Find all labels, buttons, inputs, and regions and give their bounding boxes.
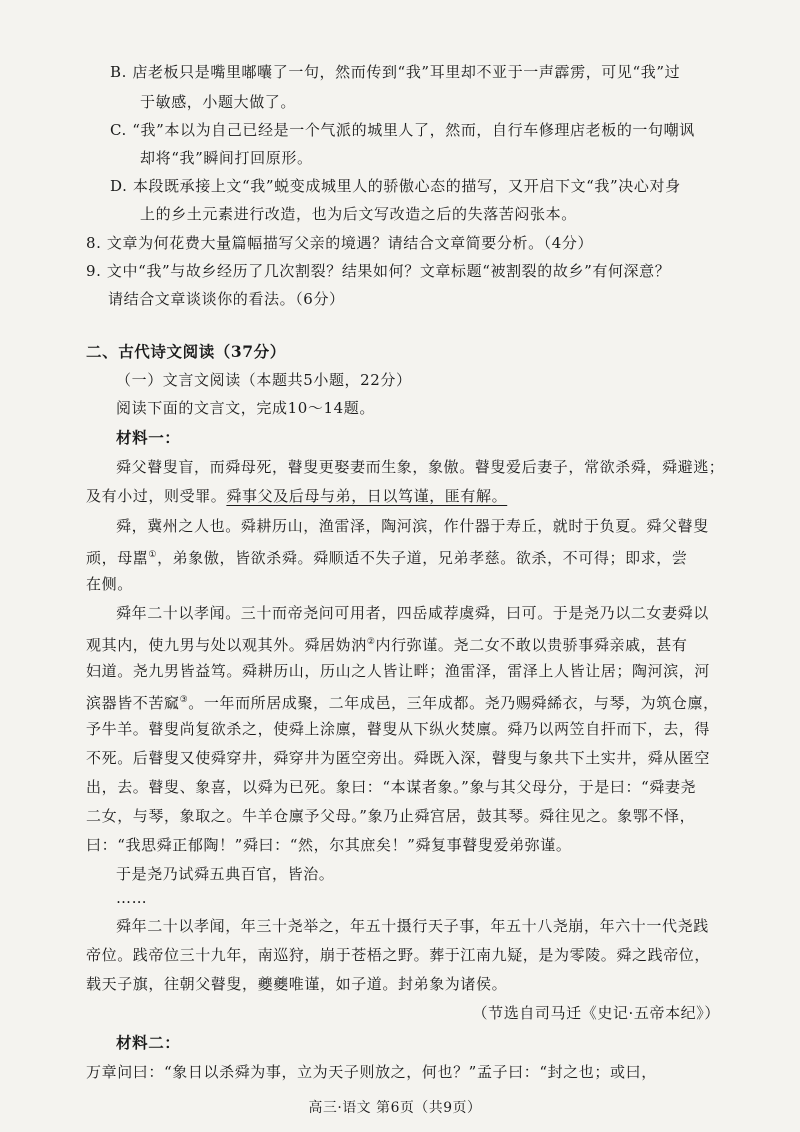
m1-p3-line7: 出，去。瞽叟、象喜，以舜为已死。象曰：“本谋者象。”象与其父母分，于是曰：“舜妻尧 <box>86 778 697 796</box>
material-2-label: 材料二： <box>116 1033 181 1052</box>
m1-p3-line9: 曰：“我思舜正郁陶！”舜曰：“然，尔其庶矣！”舜复事瞽叟爱弟弥谨。 <box>86 836 572 854</box>
m1-p2-line3: 在侧。 <box>86 575 133 593</box>
subsection-title: （一）文言文阅读（本题共5小题，22分） <box>116 371 412 389</box>
instruction: 阅读下面的文言文，完成10～14题。 <box>116 399 375 417</box>
option-c-line1: C. “我”本以为自己已经是一个气派的城里人了，然而，自行车修理店老板的一句嘲讽 <box>110 121 695 139</box>
question-8: 8. 文章为何花费大量篇幅描写父亲的境遇？请结合文章简要分析。（4分） <box>86 234 594 252</box>
m1-p2-text-b: ，弟象傲，皆欲杀舜。舜顺适不失子道，兄弟孝慈。欲杀，不可得；即求，尝 <box>157 549 688 567</box>
m1-p1-line1: 舜父瞽叟盲，而舜母死，瞽叟更娶妻而生象，象傲。瞽叟爱后妻子，常欲杀舜，舜避逃； <box>116 458 725 476</box>
m1-p5-line2: 帝位。践帝位三十九年，南巡狩，崩于苍梧之野。葬于江南九疑，是为零陵。舜之践帝位， <box>86 946 711 964</box>
m1-p3-text-a: 观其内，使九男与处以观其外。舜居妫汭 <box>86 636 367 654</box>
m1-p2-text-a: 顽，母嚚 <box>86 549 149 567</box>
m2-line1: 万章问曰：“象日以杀舜为事，立为天子则放之，何也？”孟子曰：“封之也；或曰， <box>86 1063 657 1081</box>
m1-p3-line8: 二女，与琴，象取之。牛羊仓廪予父母。”象乃止舜宫居，鼓其琴。舜往见之。象鄂不怿， <box>86 807 696 825</box>
m1-p1-text: 及有小过，则受罪。 <box>86 487 227 505</box>
m1-p3-text-b: 内行弥谨。尧二女不敢以贵骄事舜亲戚，甚有 <box>375 636 688 654</box>
m1-p3-line5: 予牛羊。瞽叟尚复欲杀之，使舜上涂廪，瞽叟从下纵火焚廪。舜乃以两笠自扞而下，去，得 <box>86 720 711 738</box>
option-b-line2: 于敏感，小题大做了。 <box>140 93 297 111</box>
option-c-line2: 却将“我”瞬间打回原形。 <box>140 149 313 167</box>
page-footer: 高三·语文 第6页（共9页） <box>308 1100 482 1116</box>
m1-p3-line6: 不死。后瞽叟又使舜穿井，舜穿井为匿空旁出。舜既入深，瞽叟与象共下土实井，舜从匿空 <box>86 749 711 767</box>
m1-p2-line1: 舜，冀州之人也。舜耕历山，渔雷泽，陶河滨，作什器于寿丘，就时于负夏。舜父瞽叟 <box>116 517 709 535</box>
question-9-line2: 请结合文章谈谈你的看法。（6分） <box>108 290 345 308</box>
m1-p3-line4 <box>86 690 719 713</box>
m1-p3-line3: 妇道。尧九男皆益笃。舜耕历山，历山之人皆让畔；渔雷泽，雷泽上人皆让居；陶河滨，河 <box>86 662 711 680</box>
material-1-label: 材料一： <box>116 428 181 447</box>
underlined-sentence: 舜事父及后母与弟，日以笃谨，匪有解。 <box>226 487 508 505</box>
m1-p5-line1: 舜年二十以孝闻，年三十尧举之，年五十摄行天子事，年五十八尧崩，年六十一代尧践 <box>116 917 709 935</box>
m1-p3-line2 <box>86 632 688 655</box>
footnote-marker-2: ② <box>366 637 376 647</box>
section-title: 二、古代诗文阅读（37分） <box>86 342 286 361</box>
m1-p4: 于是尧乃试舜五典百官，皆治。 <box>116 865 335 883</box>
m1-p2-line2 <box>86 545 687 568</box>
m1-p1-line2 <box>86 486 507 506</box>
footnote-marker-3: ③ <box>179 695 189 705</box>
m1-p3-text-d: 。一年而所居成聚，二年成邑，三年成都。尧乃赐舜絺衣，与琴，为筑仓廪， <box>188 694 719 712</box>
question-9-line1: 9. 文中“我”与故乡经历了几次割裂？结果如何？文章标题“被割裂的故乡”有何深意？ <box>86 262 671 280</box>
m1-p5-line3: 载天子旗，往朝父瞽叟，夔夔唯谨，如子道。封弟象为诸侯。 <box>86 975 508 993</box>
option-b-line1: B. 店老板只是嘴里嘟囔了一句，然而传到“我”耳里却不亚于一声霹雳，可见“我”过 <box>110 63 681 81</box>
m1-p3-text-c: 滨器皆不苦窳 <box>86 694 180 712</box>
m1-p3-line1: 舜年二十以孝闻。三十而帝尧问可用者，四岳咸荐虞舜，曰可。于是尧乃以二女妻舜以 <box>116 604 709 622</box>
ellipsis: …… <box>116 889 148 907</box>
option-d-line2: 上的乡土元素进行改造，也为后文写改造之后的失落苦闷张本。 <box>140 205 577 223</box>
source-citation: （节选自司马迁《史记·五帝本纪》） <box>472 1004 720 1022</box>
option-d-line1: D. 本段既承接上文“我”蜕变成城里人的骄傲心态的描写，又开启下文“我”决心对身 <box>110 177 681 195</box>
footnote-marker-1: ① <box>148 550 158 560</box>
